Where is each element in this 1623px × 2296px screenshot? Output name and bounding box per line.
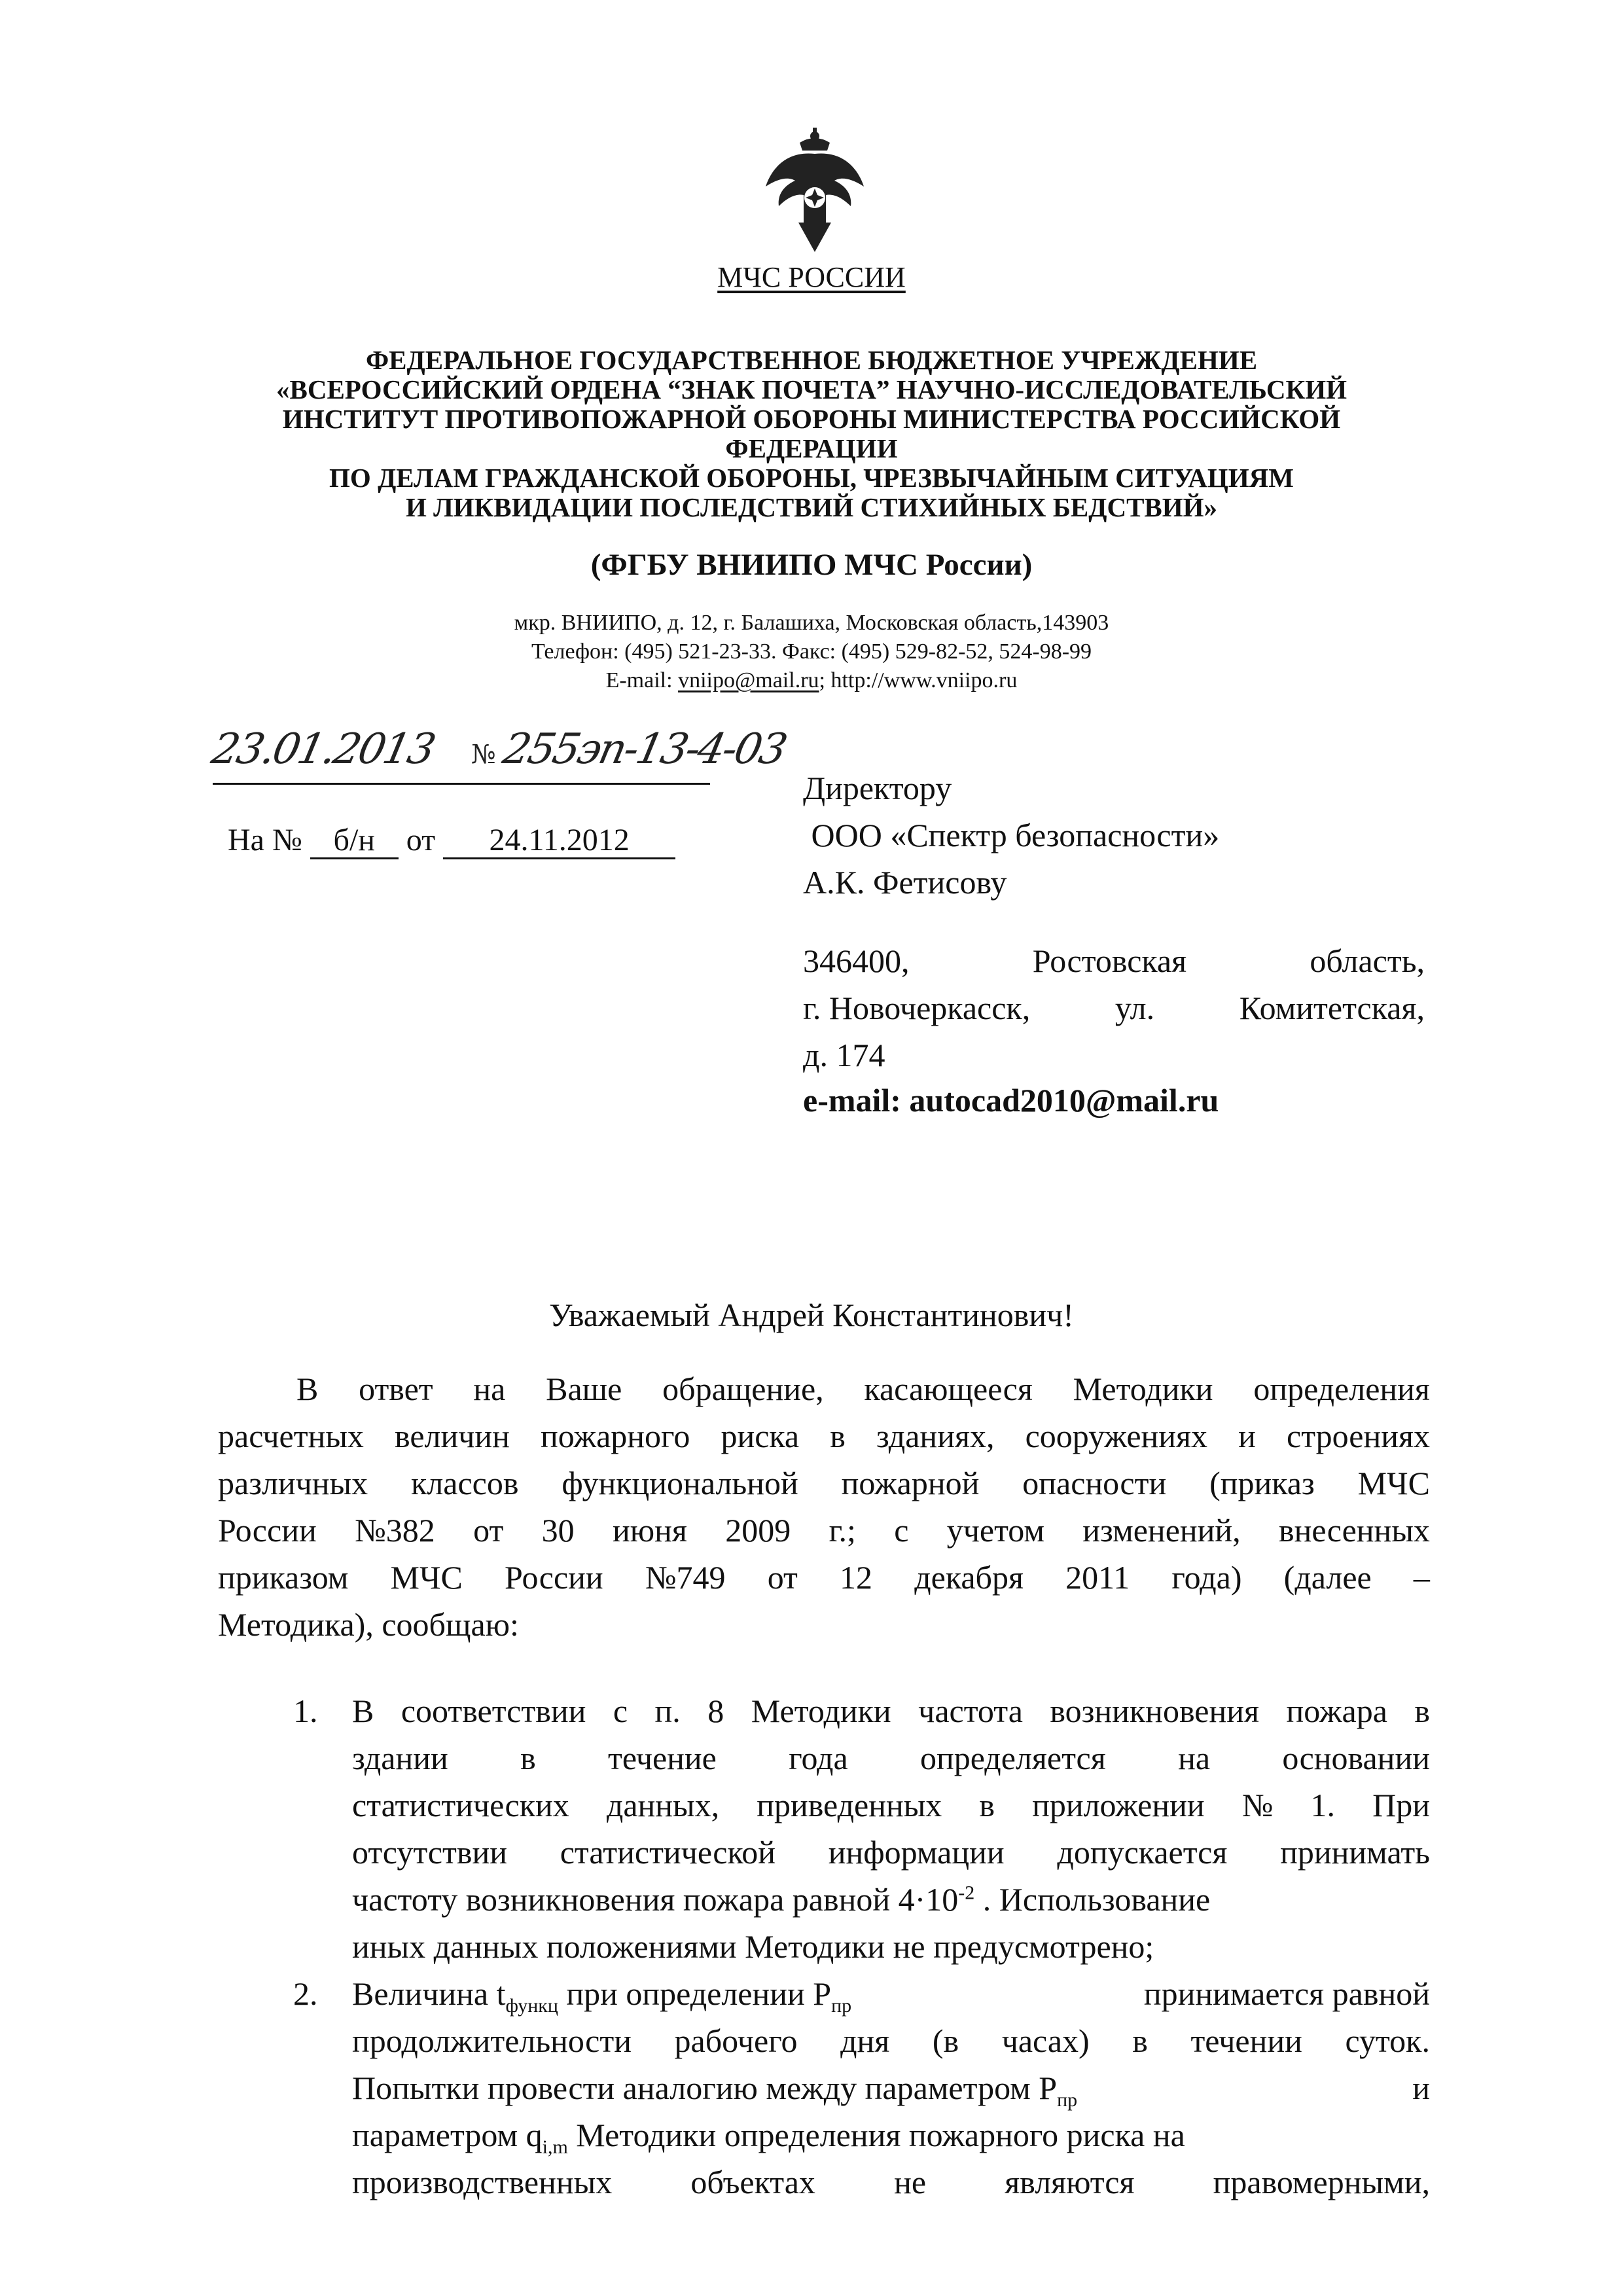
word: пожарной [841, 1465, 980, 1501]
outgoing-date-handwritten: 23.01.2013 [207, 725, 438, 774]
word: г.; [829, 1512, 856, 1549]
addressee-company: ООО «Спектр безопасности» [803, 817, 1220, 853]
word: с [613, 1693, 628, 1729]
word: в [830, 1418, 846, 1454]
numbered-list [293, 1687, 1430, 2206]
list-item [293, 1687, 1430, 1970]
word: суток. [1345, 2022, 1430, 2059]
word: данных, [606, 1787, 720, 1823]
address-line-2 [803, 984, 1425, 1031]
word: в [1414, 1693, 1430, 1729]
word: внесенных [1279, 1512, 1430, 1549]
address-line-1 [803, 937, 1425, 984]
word: строениях [1287, 1418, 1430, 1454]
addressee-position: Директору [803, 770, 952, 806]
word: №749 [645, 1559, 726, 1596]
item-text: и [1412, 2070, 1430, 2106]
emergency-ministry-emblem [759, 124, 870, 255]
word: определяется [920, 1740, 1106, 1776]
word: декабря [914, 1559, 1024, 1596]
intro-line [218, 1507, 1430, 1554]
word: 2009 [725, 1512, 791, 1549]
word: определения [1253, 1371, 1430, 1407]
word: отсутствии [352, 1834, 507, 1871]
word: При [1372, 1787, 1430, 1823]
word: изменений, [1082, 1512, 1241, 1549]
word: расчетных [218, 1418, 364, 1454]
word: риска [721, 1418, 800, 1454]
word: – [1413, 1559, 1430, 1596]
word: различных [218, 1465, 368, 1501]
item-text: . Использование [974, 1881, 1211, 1918]
org-email-link[interactable]: vniipo@mail.ru [678, 668, 819, 692]
word: от [473, 1512, 504, 1549]
word: дня [840, 2022, 890, 2059]
org-line: ФЕДЕРАЛЬНОЕ ГОСУДАРСТВЕННОЕ БЮДЖЕТНОЕ УЧРЕЖДЕНИЕ [365, 345, 1258, 375]
outgoing-registration [207, 725, 790, 784]
address-word: г. Новочеркасск, [803, 990, 1031, 1026]
item-line [352, 2111, 1430, 2159]
item-line [352, 2159, 1430, 2206]
org-phones: Телефон: (495) 521-23-33. Факс: (495) 529-82-52, 524-98-99 [531, 639, 1092, 664]
outgoing-number-label: № [471, 740, 496, 770]
word: обращение, [662, 1371, 824, 1407]
org-website[interactable]: ; http://www.vniipo.ru [819, 668, 1018, 692]
word: частота [918, 1693, 1023, 1729]
word: статистической [560, 1834, 776, 1871]
ministry-name-text: МЧС РОССИИ [717, 261, 906, 293]
word: классов [411, 1465, 519, 1501]
reference-number: б/н [310, 823, 399, 859]
word: правомерными, [1213, 2164, 1430, 2200]
word: на [473, 1371, 506, 1407]
org-line: ФЕДЕРАЦИИ [725, 433, 898, 463]
word: сооружениях [1025, 1418, 1208, 1454]
item-line [352, 1687, 1430, 1734]
item-line [352, 2017, 1430, 2064]
addressee-email[interactable]: e-mail: autocad2010@mail.ru [803, 1082, 1219, 1119]
addressee-person: А.К. Фетисову [803, 864, 1007, 901]
org-line: И ЛИКВИДАЦИИ ПОСЛЕДСТВИЙ СТИХИЙНЫХ БЕДСТВИЙ» [405, 492, 1218, 522]
org-email-line [0, 666, 1623, 695]
word: приведенных [757, 1787, 942, 1823]
word: и [1238, 1418, 1256, 1454]
address-word: ул. [1115, 990, 1155, 1026]
org-line: «ВСЕРОССИЙСКИЙ ОРДЕНА “ЗНАК ПОЧЕТА” НАУЧНО-ИССЛЕДОВАТЕЛЬСКИЙ [276, 374, 1347, 404]
word: не [894, 2164, 927, 2200]
address-word: Ростовская [1032, 942, 1187, 979]
word: допускается [1057, 1834, 1228, 1871]
word: в [520, 1740, 536, 1776]
word: Методики [751, 1693, 891, 1729]
item-line [352, 1829, 1430, 1876]
word: 2011 [1065, 1559, 1130, 1596]
word: часах) [1001, 2022, 1090, 2059]
intro-paragraph [218, 1365, 1430, 1648]
item-text: частоту возникновения пожара равной 4·10 [352, 1881, 959, 1918]
word: с [894, 1512, 909, 1549]
intro-line: Методика), сообщаю: [218, 1606, 519, 1643]
reference-date: 24.11.2012 [443, 823, 675, 859]
organization-contacts [0, 609, 1623, 695]
word: №382 [355, 1512, 435, 1549]
word: ответ [359, 1371, 433, 1407]
word: (приказ [1209, 1465, 1315, 1501]
word: В [296, 1371, 319, 1407]
word: года) [1171, 1559, 1242, 1596]
item-line [352, 1970, 1430, 2017]
word: рабочего [674, 2022, 798, 2059]
word: России [218, 1512, 317, 1549]
item-text: принимается равной [1143, 1975, 1430, 2012]
word: Ваше [546, 1371, 622, 1407]
word: на [1178, 1740, 1211, 1776]
word: являются [1005, 2164, 1135, 2200]
org-line: ИНСТИТУТ ПРОТИВОПОЖАРНОЙ ОБОРОНЫ МИНИСТЕРСТВА РОССИЙСКОЙ [282, 404, 1341, 434]
word: июня [613, 1512, 687, 1549]
word: течение [608, 1740, 717, 1776]
word: 1. [1310, 1787, 1336, 1823]
addressee-block [803, 764, 1425, 906]
address-word: Комитетская, [1239, 990, 1425, 1026]
word: приложении [1032, 1787, 1205, 1823]
word: 12 [840, 1559, 873, 1596]
word: принимать [1280, 1834, 1430, 1871]
item-text: параметром q [352, 2117, 543, 2153]
word: возникновения [1050, 1693, 1259, 1729]
item-subscript: пр [1057, 2089, 1078, 2111]
addressee-address [803, 937, 1425, 1079]
word: пожара [1286, 1693, 1387, 1729]
word: Методики [1073, 1371, 1213, 1407]
word: опасности [1022, 1465, 1167, 1501]
word: продолжительности [352, 2022, 632, 2059]
item-text: Методики определения пожарного риска на [567, 2117, 1185, 2153]
address-word: 346400, [803, 942, 910, 979]
address-word: область, [1310, 942, 1425, 979]
word: (далее [1283, 1559, 1372, 1596]
word: 30 [541, 1512, 575, 1549]
list-item-number: 2. [293, 1975, 318, 2012]
item-text: Попытки провести аналогию между параметром P [352, 2070, 1058, 2106]
word: № [1241, 1787, 1274, 1823]
item-subscript: пр [831, 1995, 852, 2017]
word: МЧС [390, 1559, 463, 1596]
word: зданиях, [876, 1418, 995, 1454]
intro-line [218, 1412, 1430, 1460]
word: соответствии [401, 1693, 586, 1729]
word: от [767, 1559, 798, 1596]
word: объектах [690, 2164, 815, 2200]
word: течении [1190, 2022, 1302, 2059]
word: года [789, 1740, 848, 1776]
word: учетом [946, 1512, 1044, 1549]
item-line: иных данных положениями Методики не предусмотрено; [352, 1928, 1154, 1965]
address-line-3: д. 174 [803, 1037, 885, 1073]
word: информации [828, 1834, 1005, 1871]
word: п. [654, 1693, 681, 1729]
word: приказом [218, 1559, 349, 1596]
intro-line [218, 1460, 1430, 1507]
intro-line [218, 1554, 1430, 1601]
word: касающееся [864, 1371, 1033, 1407]
list-item [293, 1970, 1430, 2206]
salutation: Уважаемый Андрей Константинович! [549, 1297, 1074, 1333]
item-subscript: функц [505, 1995, 558, 2017]
org-email-label: E-mail: [605, 668, 679, 692]
organization-name [0, 346, 1623, 522]
intro-line [218, 1365, 1430, 1412]
word: МЧС [1357, 1465, 1430, 1501]
word: России [504, 1559, 603, 1596]
incoming-reference [228, 822, 675, 859]
item-subscript: i,m [542, 2136, 568, 2158]
org-address: мкр. ВНИИПО, д. 12, г. Балашиха, Московская область,143903 [514, 611, 1109, 635]
item-line [352, 1734, 1430, 1782]
word: в [979, 1787, 995, 1823]
word: величин [395, 1418, 510, 1454]
item-text: при определении P [558, 1975, 832, 2012]
item-line [352, 1876, 1430, 1923]
word: В [352, 1693, 374, 1729]
word: статистических [352, 1787, 569, 1823]
item-text: Величина t [352, 1975, 506, 2012]
reference-from-label: от [406, 823, 436, 857]
word: в [1132, 2022, 1148, 2059]
outgoing-underline [213, 783, 710, 785]
ministry-name [0, 260, 1623, 294]
item-exponent: -2 [958, 1882, 975, 1904]
organization-abbreviation: (ФГБУ ВНИИПО МЧС России) [590, 548, 1033, 582]
list-item-number: 1. [293, 1693, 318, 1729]
item-line [352, 1782, 1430, 1829]
word: производственных [352, 2164, 613, 2200]
word: основании [1282, 1740, 1430, 1776]
reference-label: На № [228, 823, 302, 857]
word: функциональной [562, 1465, 798, 1501]
word: (в [932, 2022, 959, 2059]
word: пожарного [541, 1418, 690, 1454]
outgoing-number-handwritten: 255эп-13-4-03 [499, 725, 790, 774]
item-line [352, 2064, 1430, 2111]
org-line: ПО ДЕЛАМ ГРАЖДАНСКОЙ ОБОРОНЫ, ЧРЕЗВЫЧАЙНЫМ СИТУАЦИЯМ [329, 463, 1294, 493]
word: 8 [707, 1693, 724, 1729]
word: здании [352, 1740, 448, 1776]
